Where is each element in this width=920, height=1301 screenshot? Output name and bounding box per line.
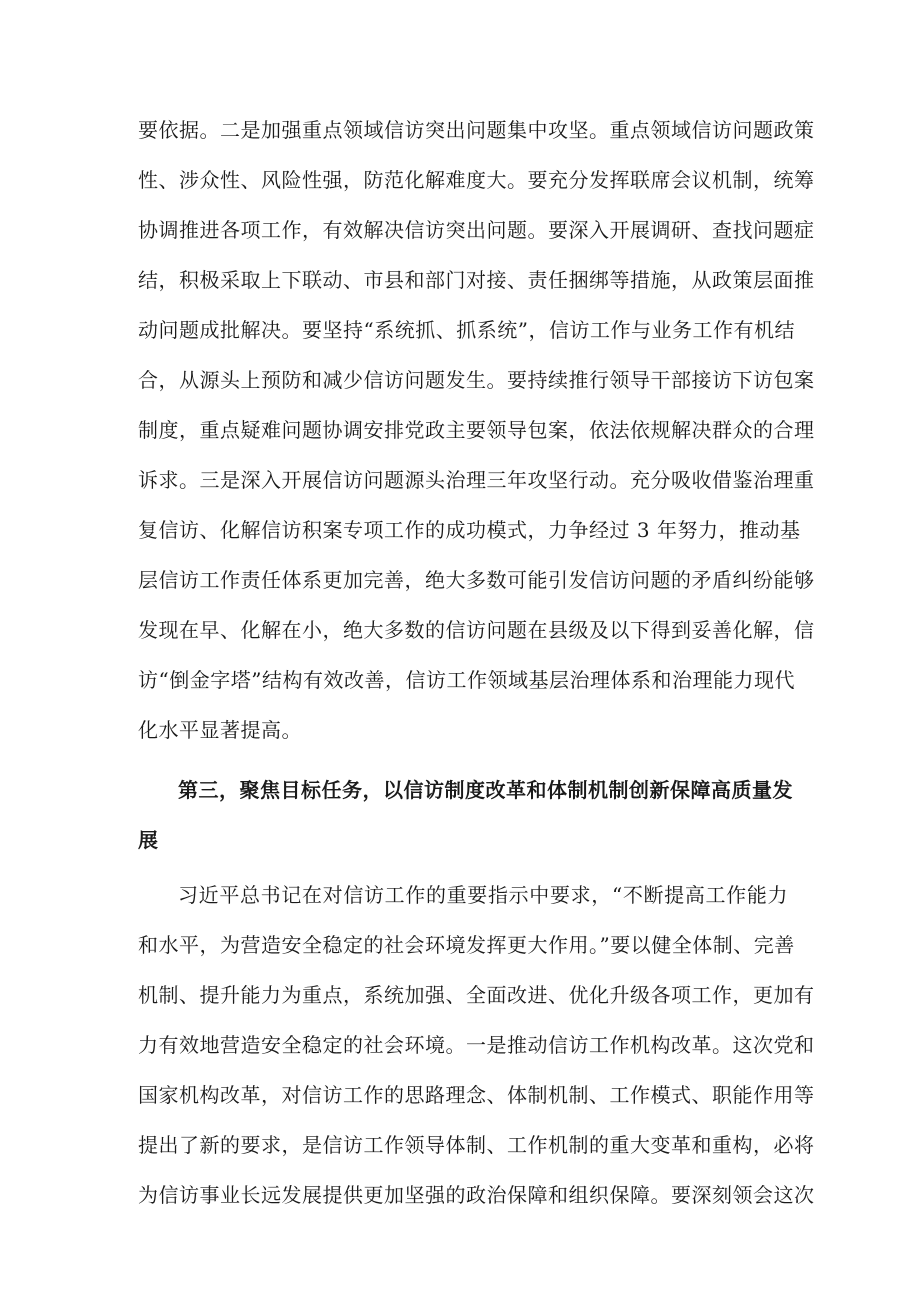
text-line: 习近平总书记在对信访工作的重要指示中要求，“不断提高工作能力 [178, 883, 788, 907]
text-line: 国家机构改革，对信访工作的思路理念、体制机制、工作模式、职能作用等 [138, 1083, 815, 1107]
text-line: 结，积极采取上下联动、市县和部门对接、责任捆绑等措施，从政策层面推 [138, 268, 815, 292]
text-line: 要依据。二是加强重点领域信访突出问题集中攻坚。重点领域信访问题政策 [138, 118, 815, 142]
heading-line: 第三，聚焦目标任务，以信访制度改革和体制机制创新保障高质量发 [178, 778, 793, 802]
text-line: 层信访工作责任体系更加完善，绝大多数可能引发信访问题的矛盾纠纷能够 [138, 568, 815, 592]
text-line: 协调推进各项工作，有效解决信访突出问题。要深入开展调研、查找问题症 [138, 218, 815, 242]
text-line: 性、涉众性、风险性强，防范化解难度大。要充分发挥联席会议机制，统筹 [138, 168, 815, 192]
text-line: 和水平，为营造安全稳定的社会环境发挥更大作用。”要以健全体制、完善 [138, 933, 795, 957]
text-line: 合，从源头上预防和减少信访问题发生。要持续推行领导干部接访下访包案 [138, 368, 815, 392]
text-line: 为信访事业长远发展提供更加坚强的政治保障和组织保障。要深刻领会这次 [138, 1183, 815, 1207]
text-line: 力有效地营造安全稳定的社会环境。一是推动信访工作机构改革。这次党和 [138, 1033, 815, 1057]
text-line: 发现在早、化解在小，绝大多数的信访问题在县级及以下得到妥善化解，信 [138, 618, 815, 642]
heading-line: 展 [138, 828, 159, 852]
text-line: 提出了新的要求，是信访工作领导体制、工作机制的重大变革和重构，必将 [138, 1133, 815, 1157]
text-line: 制度，重点疑难问题协调安排党政主要领导包案，依法依规解决群众的合理 [138, 418, 815, 442]
text-line: 复信访、化解信访积案专项工作的成功模式，力争经过 3 年努力，推动基 [138, 518, 801, 542]
text-line: 机制、提升能力为重点，系统加强、全面改进、优化升级各项工作，更加有 [138, 983, 815, 1007]
text-line: 诉求。三是深入开展信访问题源头治理三年攻坚行动。充分吸收借鉴治理重 [138, 468, 815, 492]
text-line: 访“倒金字塔”结构有效改善，信访工作领域基层治理体系和治理能力现代 [138, 668, 795, 692]
text-line: 化水平显著提高。 [138, 718, 302, 742]
text-line: 动问题成批解决。要坚持“系统抓、抓系统”，信访工作与业务工作有机结 [138, 318, 795, 342]
